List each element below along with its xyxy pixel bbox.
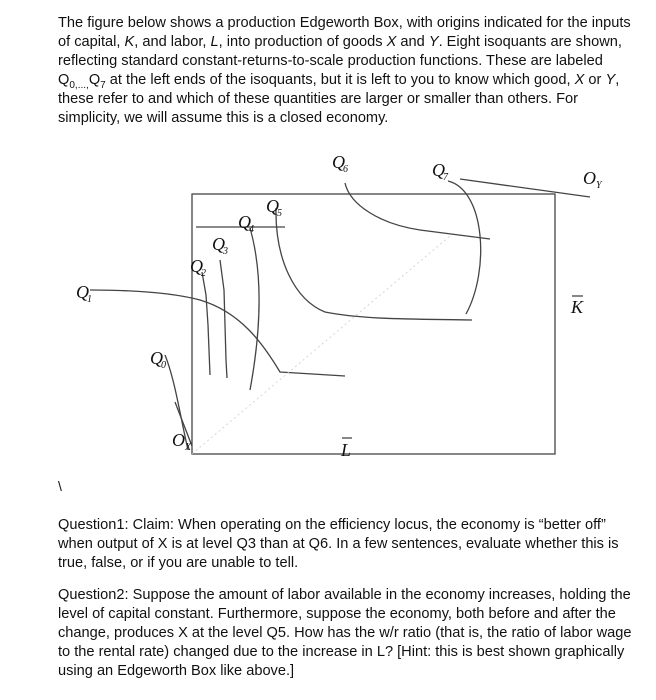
label-q4 [238, 212, 254, 235]
isoquant-q6 [345, 183, 490, 239]
svg-text:Y: Y [596, 180, 602, 191]
svg-text:L: L [341, 440, 352, 460]
isoquant-q4 [250, 228, 259, 390]
edgeworth-box-frame [192, 194, 555, 454]
svg-text:4: 4 [249, 224, 254, 235]
label-q6 [332, 152, 348, 175]
svg-text:O: O [583, 168, 596, 188]
label-q1 [76, 282, 92, 305]
label-capital-endowment [570, 296, 584, 317]
svg-text:7: 7 [443, 172, 448, 183]
edgeworth-box-svg [0, 150, 656, 485]
isoquant-q5 [276, 208, 472, 320]
label-q5 [266, 196, 282, 219]
label-q0 [150, 348, 166, 371]
svg-text:0: 0 [161, 360, 166, 371]
svg-text:Q: Q [190, 256, 203, 276]
edgeworth-box-figure [0, 150, 656, 485]
label-labor-endowment [340, 438, 352, 460]
svg-text:6: 6 [343, 164, 348, 175]
svg-text:K: K [571, 297, 584, 317]
label-q7 [432, 160, 449, 183]
svg-text:Q: Q [332, 152, 345, 172]
label-origin-y [583, 168, 603, 191]
isoquant-q1 [90, 290, 345, 376]
svg-text:3: 3 [223, 246, 228, 257]
svg-text:1: 1 [87, 294, 92, 305]
question-2: Question2: Suppose the amount of labor available in the economy increases, holding the level of capital constant. Furthermore, suppose the economy, both before and after the change, produces X at the level Q5. How has the w/r ratio (that is, the ratio of labor wage to the rental rate) changed due to the increase in L? [Hint: this is best shown graphically using an Edgeworth Box like above.] [58, 587, 632, 679]
isoquant-q3 [220, 260, 227, 378]
svg-text:Q: Q [150, 348, 163, 368]
stray-mark: \ [58, 478, 62, 494]
svg-text:Q: Q [238, 212, 251, 232]
label-q2 [190, 256, 206, 279]
intro-paragraph: The figure below shows a production Edgeworth Box, with origins indicated for the inputs of capital, K, and labor, L, into production of goods X and Y. Eight isoquants are shown, reflecting standard constant-returns-to-scale production functions. These are labeled $Q_{0,...,}Q_7$ at the left ends of the isoquants, but it is left to you to know which good, X or Y, these refer to and which of these quantities are larger or smaller than others. For simplicity, we will assume this is a closed economy. [58, 15, 631, 126]
svg-text:O: O [172, 430, 185, 450]
svg-text:5: 5 [277, 208, 282, 219]
svg-text:Q: Q [76, 282, 89, 302]
svg-text:Q: Q [212, 234, 225, 254]
question-1: Question1: Claim: When operating on the efficiency locus, the economy is “better off” when output of X is at level Q3 than at Q6. In a few sentences, evaluate whether this is true, false, or if you are unable to tell. [58, 517, 619, 571]
isoquant-q7 [448, 181, 481, 314]
efficiency-locus [192, 236, 450, 454]
svg-text:X: X [185, 442, 192, 453]
svg-text:2: 2 [201, 268, 206, 279]
svg-text:Q: Q [266, 196, 279, 216]
label-origin-x [172, 430, 192, 453]
svg-text:Q: Q [432, 160, 445, 180]
isoquant-q2 [202, 272, 210, 375]
label-q3 [212, 234, 228, 257]
